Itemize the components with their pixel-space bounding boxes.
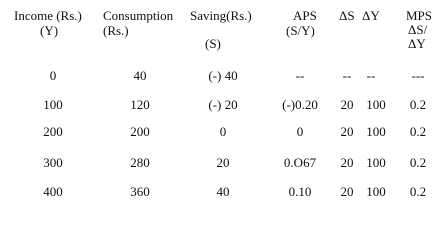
cell-delta-s: 20 (340, 184, 354, 199)
cell-saving: 20 (216, 155, 230, 170)
cell-income: 400 (43, 184, 63, 199)
cell-saving: (-) 40 (208, 68, 238, 83)
cell-mps: 0.2 (409, 155, 427, 170)
header-saving-line1: Saving(Rs.) (190, 8, 252, 23)
cell-delta-s: 20 (340, 124, 354, 139)
cell-income: 300 (43, 155, 63, 170)
cell-mps: 0.2 (409, 97, 427, 112)
cell-income: 100 (43, 97, 63, 112)
cell-delta-y: -- (366, 68, 376, 83)
cell-consumption: 200 (130, 124, 150, 139)
cell-delta-y: 100 (366, 97, 386, 112)
header-consumption-line1: Consumption (103, 8, 174, 23)
cell-mps: 0.2 (409, 184, 427, 199)
header-mps-line1: MPS (406, 8, 433, 23)
cell-delta-s: 20 (340, 97, 354, 112)
cell-income: 200 (43, 124, 63, 139)
cell-mps: 0.2 (409, 124, 427, 139)
header-delta-s: ΔS (339, 8, 355, 23)
header-saving-line2: (S) (205, 36, 221, 51)
cell-delta-y: 100 (366, 184, 386, 199)
header-income-line1: Income (Rs.) (14, 8, 82, 23)
cell-saving: 40 (216, 184, 230, 199)
cell-delta-y: 100 (366, 155, 386, 170)
cell-saving: 0 (219, 124, 227, 139)
cell-delta-y: 100 (366, 124, 386, 139)
cell-saving: (-) 20 (208, 97, 238, 112)
cell-consumption: 360 (130, 184, 150, 199)
header-mps-line3: ΔY (408, 36, 426, 51)
cell-mps: --- (411, 68, 425, 83)
cell-aps: 0.O67 (283, 155, 317, 170)
cell-consumption: 280 (130, 155, 150, 170)
cell-aps: 0.10 (288, 184, 312, 199)
cell-delta-s: 20 (340, 155, 354, 170)
header-mps-line2: ΔS/ (408, 22, 428, 37)
header-income-line2: (Y) (40, 23, 59, 38)
cell-aps: 0 (296, 124, 304, 139)
cell-aps: -- (295, 68, 305, 83)
header-aps-line2: (S/Y) (286, 23, 315, 38)
header-aps-line1: APS (293, 8, 317, 23)
cell-consumption: 120 (130, 97, 150, 112)
header-delta-y: ΔY (362, 8, 380, 23)
cell-aps: (-)0.20 (282, 97, 318, 112)
cell-delta-s: -- (342, 68, 352, 83)
cell-income: 0 (49, 68, 57, 83)
cell-consumption: 40 (133, 68, 147, 83)
header-consumption-line2: (Rs.) (103, 23, 129, 38)
